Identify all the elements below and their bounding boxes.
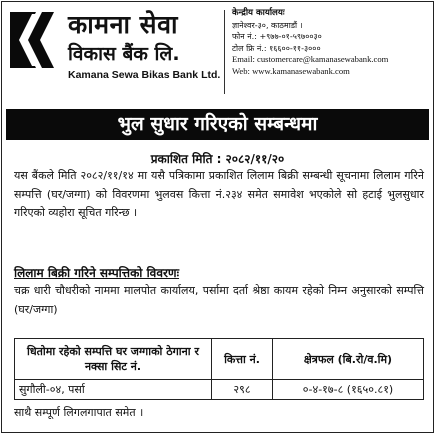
footer-note: साथै सम्पूर्ण लिगलगापात समेत । [14,406,144,419]
notice-page [1,1,434,433]
header-location: धितोमा रहेको सम्पत्ति घर जग्गाको ठेगाना र नक्सा सिट नं. [15,339,212,380]
office-address: ज्ञानेश्वर-३०, काठमाडौं । [232,20,303,30]
bank-header [2,2,433,102]
published-date: प्रकाशित मिति : २०८२/११/२० [150,152,285,166]
table-row [15,380,424,400]
header-kitta: कित्ता नं. [212,339,273,380]
bank-logo-icon [6,10,66,70]
office-web: Web: www.kamanasewabank.com [232,65,350,76]
header-area: क्षेत्रफल (बि.रो/व.मि) [273,339,424,380]
office-phone: फोन नं.: +९७७-०१-५९७००३० [232,32,322,42]
cell-area: ०-४-१७-८ (१६५०.८१) [273,380,424,400]
cell-location: सुगौली-०४, पर्सा [15,380,212,400]
notice-title: भुल सुधार गरिएको सम्बन्धमा [6,109,429,140]
contact-block [232,8,388,78]
bank-name-ne-line2: विकास बैंक लि. [68,43,180,65]
office-email: Email: customercare@kamanasewabank.com [232,54,389,65]
office-title: केन्द्रीय कार्यालयः [232,8,285,18]
property-intro: चक्र धारी चौधरीको नाममा मालपोत कार्यालय, पर्सामा दर्ता श्रेष्ठा कायम रहेको निम्न अनुसारको सम्पत्ति (घर/जग्गा) [14,284,424,316]
table-header-row [15,339,424,380]
cell-kitta: २९८ [212,380,273,400]
section-heading: लिलाम बिक्री गरिने सम्पत्तिको विवरणः [14,266,180,280]
header-divider [224,10,225,94]
bank-name-en: Kamana Sewa Bikas Bank Ltd. [68,69,221,81]
property-table [14,338,424,400]
toll-free-number: टोल फ्रि नं.: १६६००-११-३००० [232,43,321,53]
intro-paragraph: यस बैंकले मिति २०८२/११/१४ मा यसै पत्रिकामा प्रकाशित लिलाम बिक्री सम्बन्धी सूचनामा लिलाम गरिने सम्पत्ति (घर/जग्गा) को विवरणमा भुलवस कित्ता नं.२३४ समेत समावेश भएकोले सो हटाई भुलसुधार गरिएको व्यहोरा सूचित गरिन्छ । [14,169,424,219]
bank-name-ne-line1: कामना सेवा [68,10,178,39]
